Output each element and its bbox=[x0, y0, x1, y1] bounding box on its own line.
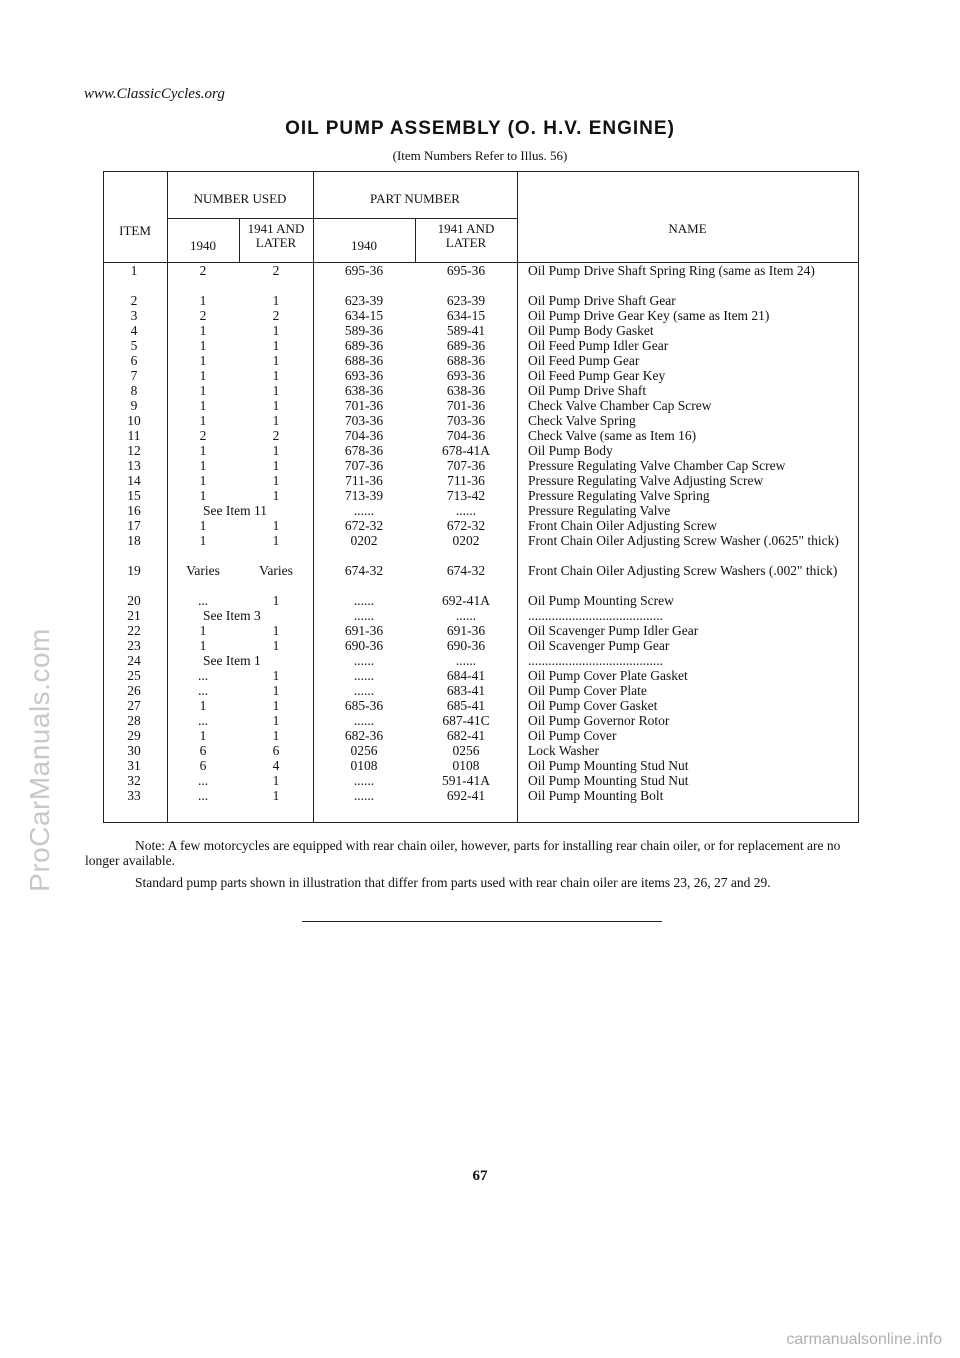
number-used-1940: ... bbox=[197, 593, 209, 608]
part-number-1940: 704-36 bbox=[344, 428, 384, 443]
part-number-1940: ...... bbox=[353, 683, 375, 698]
item-number: 20 bbox=[127, 593, 141, 608]
part-number-1940: ...... bbox=[353, 608, 375, 623]
part-number-1940: 703-36 bbox=[344, 413, 384, 428]
part-number-1941: 693-36 bbox=[446, 368, 486, 383]
part-number-1940: ...... bbox=[353, 788, 375, 803]
part-name: Oil Feed Pump Idler Gear bbox=[528, 338, 669, 353]
part-number-1941: 692-41 bbox=[446, 788, 486, 803]
part-number-1941: 674-32 bbox=[446, 563, 486, 578]
item-number: 6 bbox=[130, 353, 138, 368]
number-used-1941: 1 bbox=[272, 488, 280, 503]
part-number-1940: 674-32 bbox=[344, 563, 384, 578]
part-name: ........................................ bbox=[528, 608, 663, 623]
part-number-1941: 683-41 bbox=[446, 683, 486, 698]
part-number-1941: 682-41 bbox=[446, 728, 486, 743]
number-used-1941: 1 bbox=[272, 383, 280, 398]
part-number-1940: 688-36 bbox=[344, 353, 384, 368]
item-number: 30 bbox=[127, 743, 141, 758]
item-number: 4 bbox=[130, 323, 138, 338]
item-number: 25 bbox=[127, 668, 141, 683]
number-used-1941: 1 bbox=[272, 518, 280, 533]
part-name: Pressure Regulating Valve Chamber Cap Screw bbox=[528, 458, 786, 473]
header-line: LATER bbox=[255, 235, 297, 250]
number-used-1941: 1 bbox=[272, 668, 280, 683]
number-used-1941: 1 bbox=[272, 623, 280, 638]
part-name: Front Chain Oiler Adjusting Screw Washers (.002" thick) bbox=[528, 563, 838, 578]
header-line: 1941 AND bbox=[247, 221, 305, 236]
part-number-1940: 589-36 bbox=[344, 323, 384, 338]
part-number-1941: 690-36 bbox=[446, 638, 486, 653]
part-name: Oil Feed Pump Gear Key bbox=[528, 368, 666, 383]
number-used-1941: 6 bbox=[272, 743, 280, 758]
number-used-1940: 6 bbox=[199, 758, 207, 773]
see-item-note: See Item 3 bbox=[203, 608, 261, 623]
part-number-1941: ...... bbox=[455, 503, 477, 518]
number-used-1941: 1 bbox=[272, 683, 280, 698]
col-divider bbox=[517, 172, 518, 822]
side-watermark: ProCarManuals.com bbox=[24, 628, 55, 892]
part-number-1941: 678-41A bbox=[442, 443, 490, 458]
item-number: 15 bbox=[127, 488, 141, 503]
part-number-1940: 0202 bbox=[350, 533, 378, 548]
item-number: 32 bbox=[127, 773, 141, 788]
number-used-1940: ... bbox=[197, 683, 209, 698]
header-part-1941 bbox=[415, 222, 517, 250]
number-used-1941: 1 bbox=[272, 593, 280, 608]
part-number-1940: 701-36 bbox=[344, 398, 384, 413]
part-number-1941: 713-42 bbox=[446, 488, 486, 503]
part-number-1941: 685-41 bbox=[446, 698, 486, 713]
number-used-1940: 2 bbox=[199, 263, 207, 278]
part-name: ........................................ bbox=[528, 653, 663, 668]
col-divider bbox=[167, 172, 168, 822]
page-subtitle: (Item Numbers Refer to Illus. 56) bbox=[392, 148, 568, 163]
part-number-1940: 623-39 bbox=[344, 293, 384, 308]
number-used-1940: 1 bbox=[199, 338, 207, 353]
number-used-1940: ... bbox=[197, 668, 209, 683]
number-used-1940: 1 bbox=[199, 488, 207, 503]
number-used-1940: 1 bbox=[199, 293, 207, 308]
number-used-1941: 1 bbox=[272, 458, 280, 473]
part-number-1941: 688-36 bbox=[446, 353, 486, 368]
part-number-1941: 695-36 bbox=[446, 263, 486, 278]
item-number: 21 bbox=[127, 608, 141, 623]
header-divider bbox=[167, 218, 517, 219]
part-number-1940: ...... bbox=[353, 503, 375, 518]
part-name: Oil Scavenger Pump Gear bbox=[528, 638, 670, 653]
number-used-1941: 2 bbox=[272, 428, 280, 443]
header-line: 1941 AND bbox=[437, 221, 495, 236]
part-number-1941: 707-36 bbox=[446, 458, 486, 473]
number-used-1941: 1 bbox=[272, 638, 280, 653]
number-used-1941: 1 bbox=[272, 398, 280, 413]
part-name: Oil Pump Mounting Stud Nut bbox=[528, 773, 689, 788]
part-number-1940: 711-36 bbox=[345, 473, 383, 488]
part-number-1941: 687-41C bbox=[442, 713, 490, 728]
number-used-1941: 1 bbox=[272, 713, 280, 728]
see-item-note: See Item 1 bbox=[203, 653, 261, 668]
number-used-1940: ... bbox=[197, 788, 209, 803]
part-name: Lock Washer bbox=[528, 743, 600, 758]
part-name: Oil Pump Mounting Screw bbox=[528, 593, 674, 608]
item-number: 16 bbox=[127, 503, 141, 518]
part-number-1940: 634-15 bbox=[344, 308, 384, 323]
item-number: 17 bbox=[127, 518, 141, 533]
part-number-1940: ...... bbox=[353, 668, 375, 683]
number-used-1941: 1 bbox=[272, 698, 280, 713]
part-number-1940: 693-36 bbox=[344, 368, 384, 383]
part-number-1940: 682-36 bbox=[344, 728, 384, 743]
number-used-1940: 1 bbox=[199, 728, 207, 743]
number-used-1941: 1 bbox=[272, 533, 280, 548]
part-number-1941: 0202 bbox=[452, 533, 480, 548]
item-number: 8 bbox=[130, 383, 138, 398]
part-number-1941: 703-36 bbox=[446, 413, 486, 428]
item-number: 10 bbox=[127, 413, 141, 428]
site-url[interactable]: www.ClassicCycles.org bbox=[84, 86, 225, 102]
part-name: Oil Scavenger Pump Idler Gear bbox=[528, 623, 699, 638]
page-number: 67 bbox=[472, 1168, 488, 1184]
item-number: 9 bbox=[130, 398, 138, 413]
number-used-1941: 1 bbox=[272, 323, 280, 338]
part-number-1941: 589-41 bbox=[446, 323, 486, 338]
part-number-1940: 713-39 bbox=[344, 488, 384, 503]
number-used-1940: 1 bbox=[199, 623, 207, 638]
number-used-1940: 1 bbox=[199, 353, 207, 368]
header-part-1940: 1940 bbox=[351, 238, 377, 253]
item-number: 18 bbox=[127, 533, 141, 548]
part-name: Check Valve (same as Item 16) bbox=[528, 428, 697, 443]
item-number: 27 bbox=[127, 698, 141, 713]
header-part-number: PART NUMBER bbox=[370, 191, 460, 206]
part-name: Pressure Regulating Valve Adjusting Screw bbox=[528, 473, 764, 488]
number-used-1940: 2 bbox=[199, 308, 207, 323]
number-used-1941: 1 bbox=[272, 473, 280, 488]
number-used-1940: 2 bbox=[199, 428, 207, 443]
part-name: Oil Pump Cover bbox=[528, 728, 617, 743]
part-name: Oil Pump Body bbox=[528, 443, 613, 458]
part-name: Oil Pump Drive Gear Key (same as Item 21) bbox=[528, 308, 770, 323]
number-used-1940: 1 bbox=[199, 638, 207, 653]
item-number: 29 bbox=[127, 728, 141, 743]
item-number: 26 bbox=[127, 683, 141, 698]
item-number: 19 bbox=[127, 563, 141, 578]
part-number-1940: 638-36 bbox=[344, 383, 384, 398]
number-used-1941: 2 bbox=[272, 263, 280, 278]
part-number-1941: 672-32 bbox=[446, 518, 486, 533]
part-number-1940: 0256 bbox=[350, 743, 378, 758]
part-name: Oil Pump Mounting Bolt bbox=[528, 788, 664, 803]
part-name: Oil Pump Cover Gasket bbox=[528, 698, 658, 713]
part-number-1941: 638-36 bbox=[446, 383, 486, 398]
item-number: 23 bbox=[127, 638, 141, 653]
part-number-1941: 691-36 bbox=[446, 623, 486, 638]
part-name: Oil Pump Mounting Stud Nut bbox=[528, 758, 689, 773]
number-used-1940: 1 bbox=[199, 443, 207, 458]
part-number-1941: 704-36 bbox=[446, 428, 486, 443]
part-name: Check Valve Chamber Cap Screw bbox=[528, 398, 712, 413]
part-number-1940: 685-36 bbox=[344, 698, 384, 713]
part-number-1940: ...... bbox=[353, 773, 375, 788]
see-item-note: See Item 11 bbox=[203, 503, 267, 518]
item-number: 13 bbox=[127, 458, 141, 473]
part-name: Oil Feed Pump Gear bbox=[528, 353, 640, 368]
item-number: 3 bbox=[130, 308, 138, 323]
page-title: OIL PUMP ASSEMBLY (O. H.V. ENGINE) bbox=[285, 118, 675, 139]
number-used-1940: 1 bbox=[199, 368, 207, 383]
part-number-1940: 689-36 bbox=[344, 338, 384, 353]
number-used-1941: 4 bbox=[272, 758, 280, 773]
col-divider bbox=[313, 172, 314, 822]
part-name: Oil Pump Drive Shaft bbox=[528, 383, 647, 398]
part-name: Pressure Regulating Valve Spring bbox=[528, 488, 710, 503]
header-item: ITEM bbox=[119, 223, 151, 238]
part-name: Oil Pump Drive Shaft Gear bbox=[528, 293, 676, 308]
part-name: Oil Pump Cover Plate Gasket bbox=[528, 668, 688, 683]
number-used-1941: Varies bbox=[259, 563, 293, 578]
part-number-1940: 695-36 bbox=[344, 263, 384, 278]
part-number-1941: 692-41A bbox=[442, 593, 490, 608]
part-number-1940: ...... bbox=[353, 653, 375, 668]
parts-table bbox=[103, 171, 859, 823]
number-used-1940: 1 bbox=[199, 473, 207, 488]
item-number: 11 bbox=[127, 428, 141, 443]
part-number-1941: 0108 bbox=[452, 758, 480, 773]
item-number: 5 bbox=[130, 338, 138, 353]
part-number-1941: 689-36 bbox=[446, 338, 486, 353]
part-number-1941: 591-41A bbox=[442, 773, 490, 788]
number-used-1941: 1 bbox=[272, 728, 280, 743]
part-name: Front Chain Oiler Adjusting Screw Washer (.0625" thick) bbox=[528, 533, 839, 548]
part-number-1940: 690-36 bbox=[344, 638, 384, 653]
part-name: Oil Pump Drive Shaft Spring Ring (same as Item 24) bbox=[528, 263, 815, 278]
part-number-1941: 0256 bbox=[452, 743, 480, 758]
number-used-1941: 1 bbox=[272, 788, 280, 803]
part-number-1940: 672-32 bbox=[344, 518, 384, 533]
part-number-1941: 634-15 bbox=[446, 308, 486, 323]
number-used-1940: 1 bbox=[199, 383, 207, 398]
part-number-1940: 678-36 bbox=[344, 443, 384, 458]
part-number-1941: 684-41 bbox=[446, 668, 486, 683]
part-name: Oil Pump Governor Rotor bbox=[528, 713, 670, 728]
header-number-1940: 1940 bbox=[190, 238, 216, 253]
item-number: 12 bbox=[127, 443, 141, 458]
item-number: 1 bbox=[130, 263, 138, 278]
item-number: 33 bbox=[127, 788, 141, 803]
note-paragraph: Note: A few motorcycles are equipped with rear chain oiler, however, parts for installing rear chain oiler, or for replacement are no longer available. bbox=[85, 838, 841, 868]
number-used-1941: 1 bbox=[272, 443, 280, 458]
number-used-1941: 1 bbox=[272, 368, 280, 383]
separator-rule bbox=[302, 921, 662, 922]
part-name: Oil Pump Cover Plate bbox=[528, 683, 647, 698]
number-used-1940: 1 bbox=[199, 533, 207, 548]
part-number-1941: ...... bbox=[455, 653, 477, 668]
number-used-1940: ... bbox=[197, 773, 209, 788]
header-line: LATER bbox=[445, 235, 487, 250]
part-number-1941: 623-39 bbox=[446, 293, 486, 308]
number-used-1940: 1 bbox=[199, 398, 207, 413]
number-used-1940: 6 bbox=[199, 743, 207, 758]
header-number-used: NUMBER USED bbox=[193, 191, 287, 206]
item-number: 22 bbox=[127, 623, 141, 638]
item-number: 7 bbox=[130, 368, 138, 383]
number-used-1941: 1 bbox=[272, 413, 280, 428]
header-name: NAME bbox=[668, 221, 707, 236]
item-number: 31 bbox=[127, 758, 141, 773]
bottom-watermark: carmanualsonline.info bbox=[786, 1331, 942, 1348]
number-used-1941: 1 bbox=[272, 338, 280, 353]
part-number-1940: 691-36 bbox=[344, 623, 384, 638]
item-number: 28 bbox=[127, 713, 141, 728]
number-used-1941: 1 bbox=[272, 353, 280, 368]
part-name: Front Chain Oiler Adjusting Screw bbox=[528, 518, 717, 533]
part-number-1940: ...... bbox=[353, 593, 375, 608]
item-number: 24 bbox=[127, 653, 141, 668]
number-used-1940: 1 bbox=[199, 413, 207, 428]
part-number-1940: 707-36 bbox=[344, 458, 384, 473]
part-number-1940: ...... bbox=[353, 713, 375, 728]
part-number-1940: 0108 bbox=[350, 758, 378, 773]
number-used-1940: Varies bbox=[186, 563, 220, 578]
number-used-1941: 1 bbox=[272, 293, 280, 308]
number-used-1940: 1 bbox=[199, 458, 207, 473]
part-name: Check Valve Spring bbox=[528, 413, 636, 428]
part-name: Oil Pump Body Gasket bbox=[528, 323, 654, 338]
number-used-1940: ... bbox=[197, 713, 209, 728]
number-used-1941: 2 bbox=[272, 308, 280, 323]
item-number: 2 bbox=[130, 293, 138, 308]
item-number: 14 bbox=[127, 473, 141, 488]
part-number-1941: 711-36 bbox=[447, 473, 485, 488]
part-number-1941: ...... bbox=[455, 608, 477, 623]
part-number-1941: 701-36 bbox=[446, 398, 486, 413]
note-paragraph: Standard pump parts shown in illustration that differ from parts used with rear chain oiler are items 23, 26, 27 and 29. bbox=[135, 875, 771, 890]
number-used-1941: 1 bbox=[272, 773, 280, 788]
header-number-1941 bbox=[239, 222, 313, 250]
number-used-1940: 1 bbox=[199, 698, 207, 713]
number-used-1940: 1 bbox=[199, 518, 207, 533]
part-name: Pressure Regulating Valve bbox=[528, 503, 671, 518]
number-used-1940: 1 bbox=[199, 323, 207, 338]
